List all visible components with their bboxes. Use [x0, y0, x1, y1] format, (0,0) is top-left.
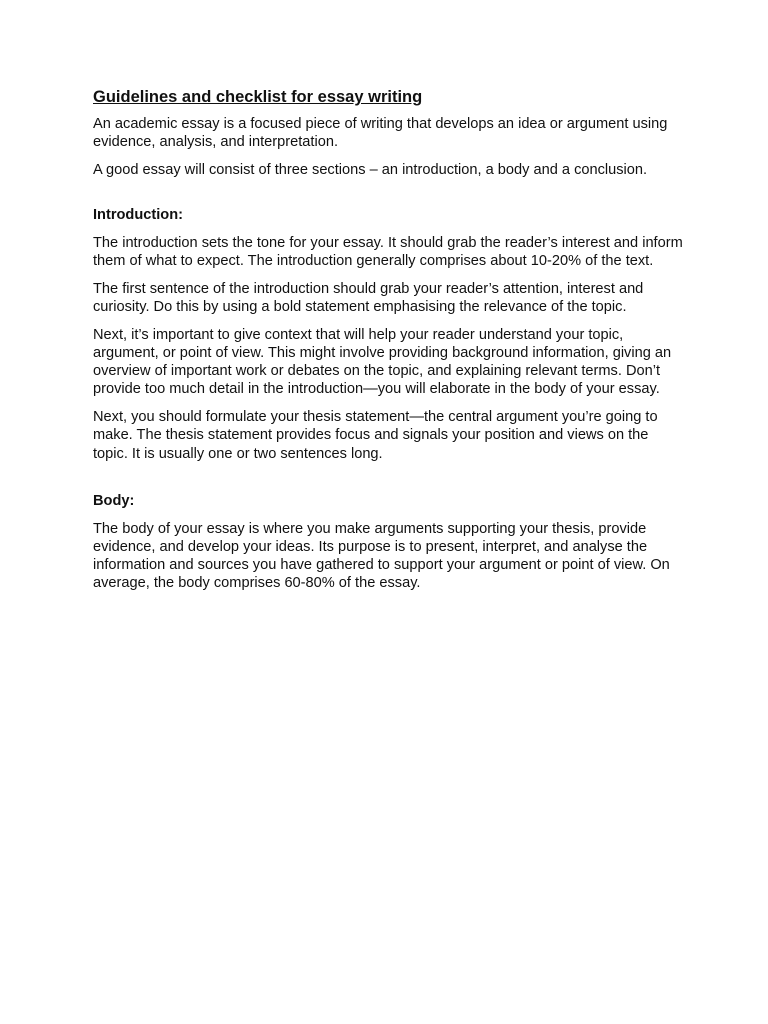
introduction-paragraph: Next, you should formulate your thesis statement—the central argument you’re going to make. The thesis statement provides focus and signals your position and views on the topic. It is usually one or two sentences long. — [93, 409, 658, 462]
intro-paragraph: A good essay will consist of three sections – an introduction, a body and a conclusion. — [93, 161, 648, 178]
introduction-paragraph: The first sentence of the introduction should grab your reader’s attention, interest and curiosity. Do this by using a bold statement emphasising the relevance of the topic. — [93, 280, 644, 315]
section-heading-introduction: Introduction: — [93, 207, 183, 224]
introduction-paragraph: The introduction sets the tone for your essay. It should grab the reader’s interest and inform them of what to expect. The introduction generally comprises about 10-20% of the text. — [93, 234, 683, 270]
document-content — [93, 86, 685, 602]
body-paragraph: The body of your essay is where you make arguments supporting your thesis, provide evidence, and develop your ideas. Its purpose is to present, interpret, and analyse the information and sources you have gathered to support your argument or point of view. On average, the body comprises 60-80% of the essay. — [93, 520, 670, 592]
intro-paragraph: An academic essay is a focused piece of writing that develops an idea or argument using evidence, analysis, and interpretation. — [93, 116, 668, 151]
section-heading-body: Body: — [93, 492, 135, 509]
document-title: Guidelines and checklist for essay writing — [93, 88, 423, 106]
introduction-paragraph: Next, it’s important to give context that will help your reader understand your topic, argument, or point of view. This might involve providing background information, giving an overview of important work or debates on the topic, and explaining relevant terms. Don’t provide too much detail in the introduction—you will elaborate in the body of your essay. — [93, 326, 672, 398]
